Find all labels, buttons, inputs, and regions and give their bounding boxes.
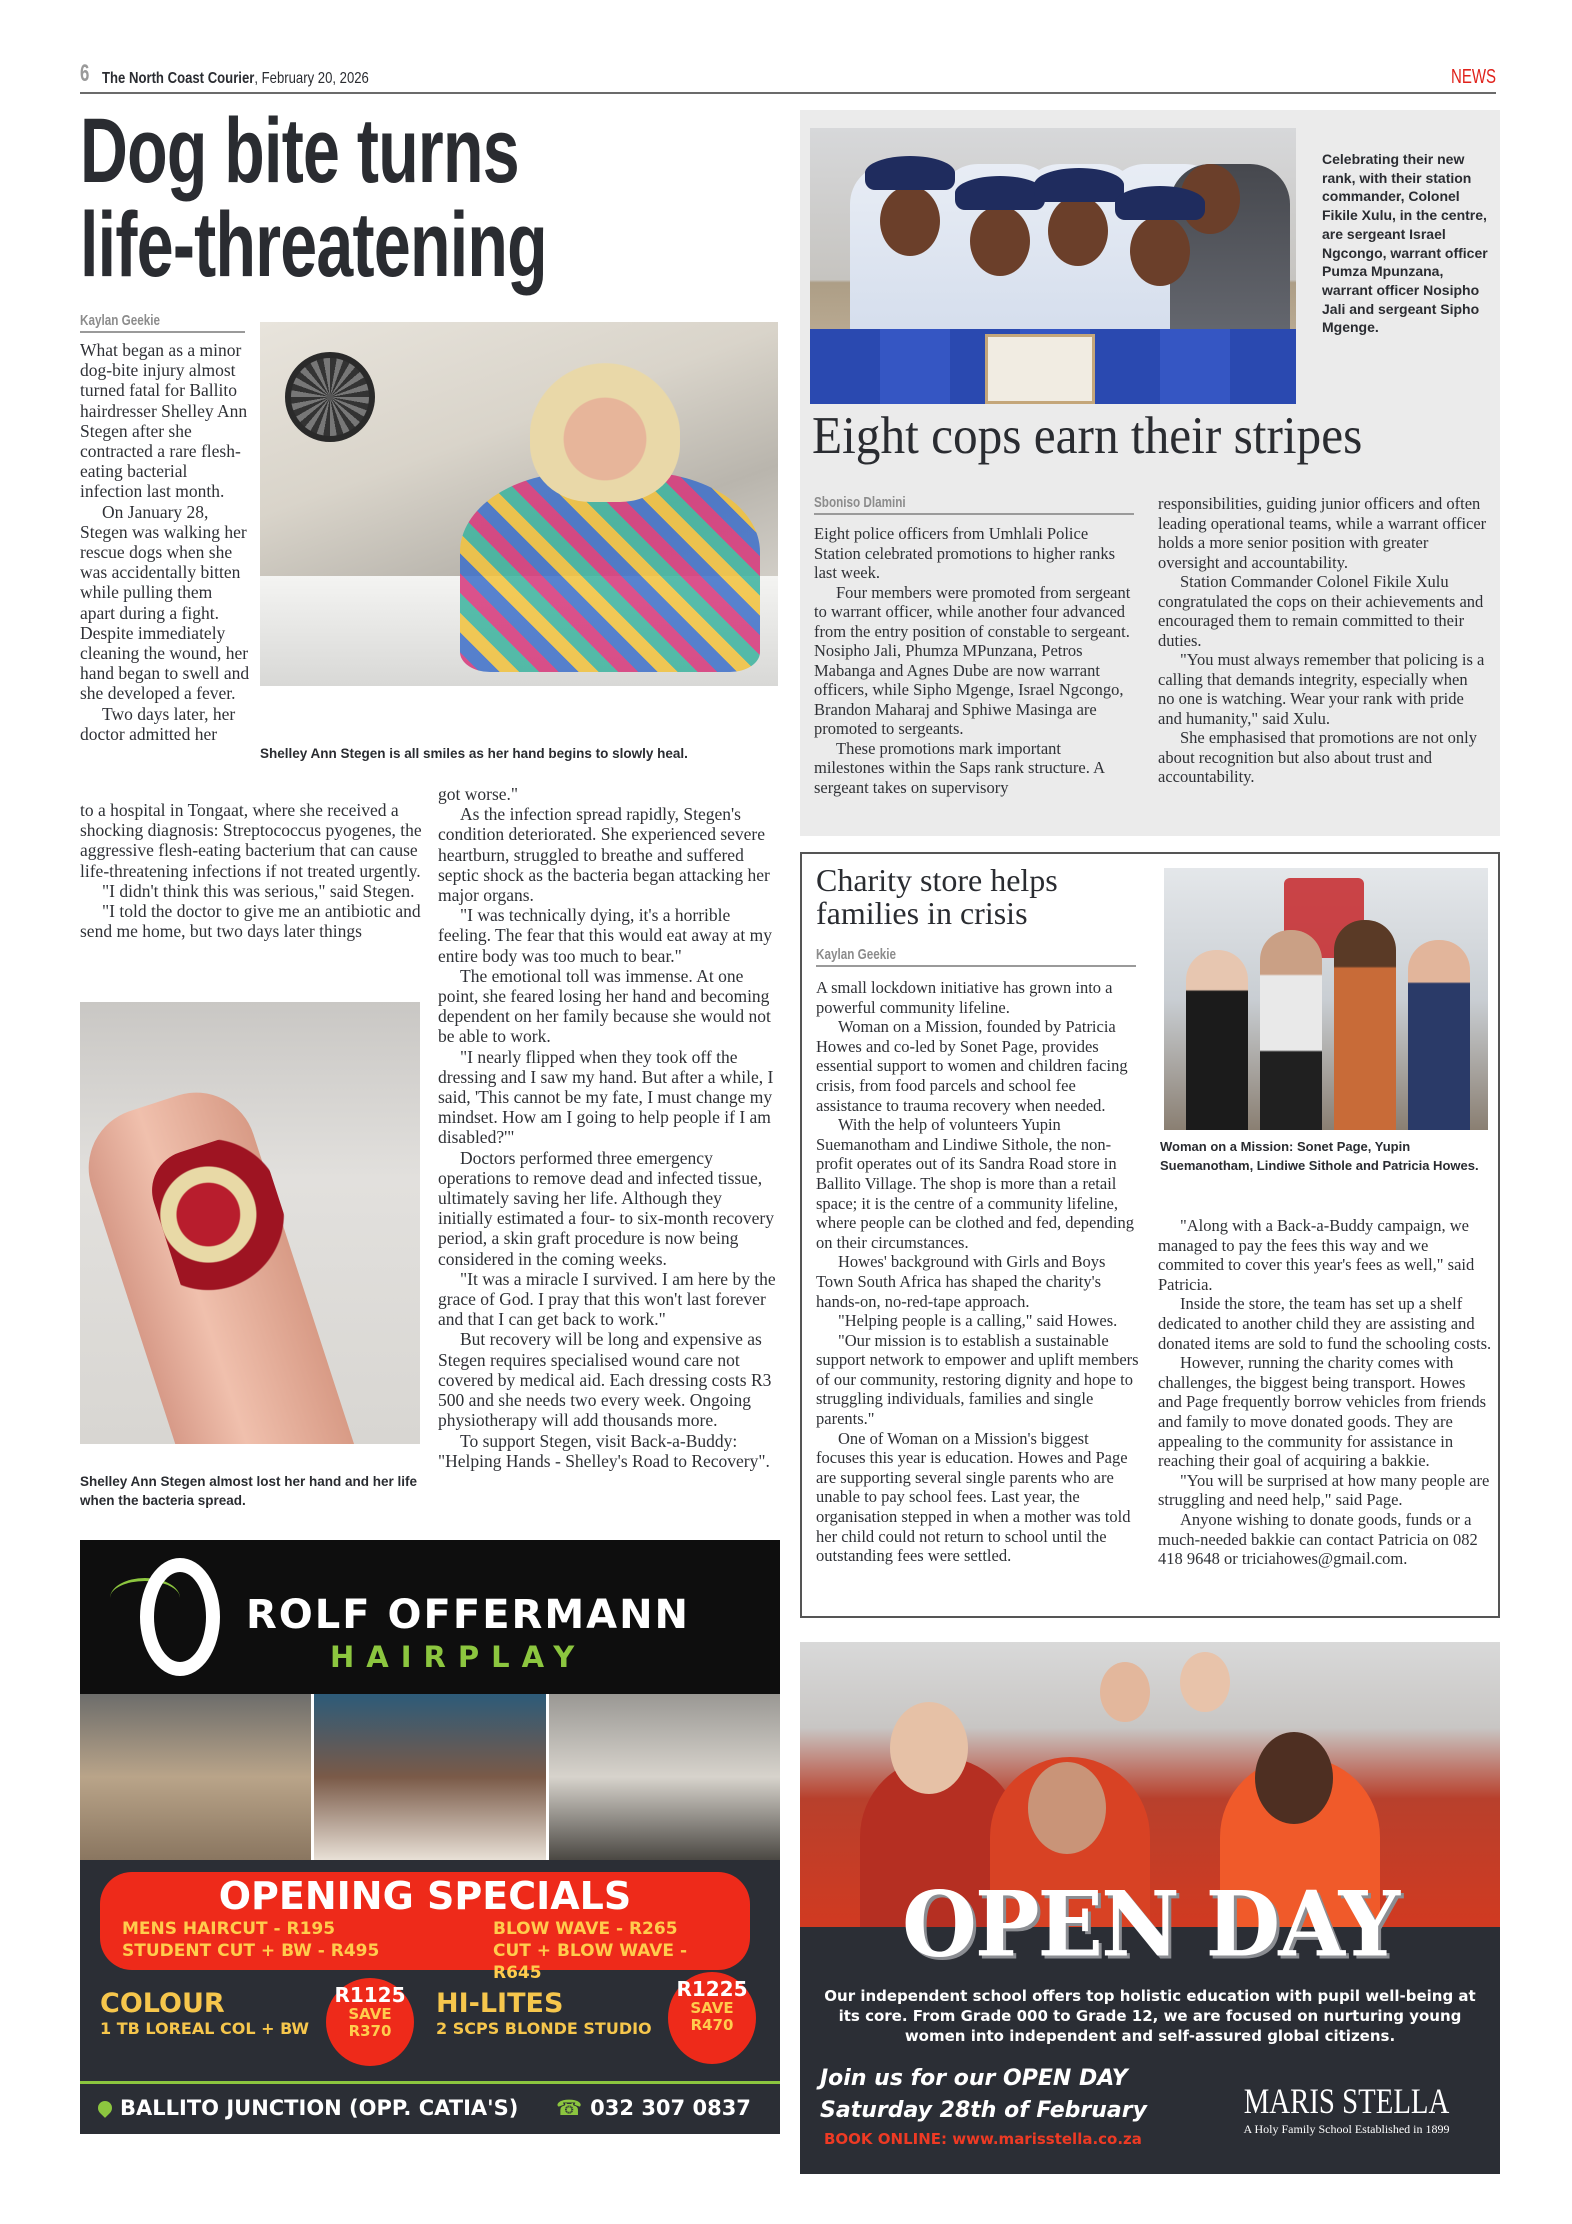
fan-shape bbox=[285, 352, 375, 442]
paragraph: To support Stegen, visit Back-a-Buddy: "Helping Hands - Shelley's Road to Recovery". bbox=[438, 1430, 770, 1471]
charity-article bbox=[800, 852, 1500, 1618]
paragraph: However, running the charity comes with challenges, the biggest being transport. Howes and Page frequently borrow vehicles from friends and family to move donated goods. They are appealing to the community for assistance in reaching their goal of acquiring a bakkie. bbox=[1158, 1353, 1487, 1471]
cops-article bbox=[800, 110, 1500, 836]
section-label: NEWS bbox=[1451, 66, 1496, 88]
paragraph: A small lockdown initiative has grown into a powerful community lifeline. bbox=[816, 978, 1113, 1017]
rolf-offermann-ad[interactable] bbox=[80, 1540, 780, 2134]
phone-icon: ☎ bbox=[556, 2096, 583, 2120]
paragraph: With the help of volunteers Yupin Suemanotham and Lindiwe Sithole, the non-profit operates out of its Sandra Road store in Ballito Village. The shop is more than a retail space; it is the centre of a community lifeline, where people can be clothed and fed, depending on their circumstances. bbox=[816, 1115, 1134, 1252]
dog-bite-article bbox=[80, 100, 780, 1524]
headline-line-1: Dog bite turns bbox=[80, 100, 519, 202]
logo-o-icon bbox=[140, 1558, 220, 1676]
headline-line-1: Charity store helps bbox=[816, 862, 1058, 898]
maris-stella-ad[interactable] bbox=[800, 1642, 1500, 2174]
masthead bbox=[80, 60, 1496, 94]
paragraph: The emotional toll was immense. At one point, she feared losing her hand and becoming dependent on her family because she would not be able to work. bbox=[438, 965, 771, 1047]
paragraph: "It was a miracle I survived. I am here by the grace of God. I pray that this won't last forever and that I can get back to work." bbox=[438, 1268, 776, 1330]
paragraph: One of Woman on a Mission's biggest focuses this year is education. Howes and Page are supporting several single parents who are unable to pay school fees. Last year, the organisation stepped in when a mother was told her child could not return to school until the outstanding fees were settled. bbox=[816, 1428, 1131, 1566]
price-badge: R1225 SAVE R470 bbox=[668, 1972, 756, 2064]
paragraph: "I didn't think this was serious," said Stegen. bbox=[102, 880, 415, 901]
ad-footer bbox=[80, 2084, 780, 2134]
paragraph: Anyone wishing to donate goods, funds or a much-needed bakkie can contact Patricia on 082 418 9648 or triciahowes@gmail.com. bbox=[1158, 1509, 1478, 1569]
special-item: BLOW WAVE - R265 bbox=[493, 1919, 678, 1939]
special-item: CUT + BLOW WAVE - R645 bbox=[493, 1941, 687, 1983]
article-body-col1 bbox=[814, 524, 1134, 797]
hospital-photo bbox=[260, 322, 778, 686]
byline: Kaylan Geekie bbox=[80, 312, 245, 333]
salon-photo-1 bbox=[80, 1694, 311, 1860]
special-item: STUDENT CUT + BW - R495 bbox=[122, 1941, 380, 1961]
police-photo bbox=[810, 128, 1296, 404]
price-badge: R1125 SAVE R370 bbox=[326, 1978, 414, 2066]
charity-photo bbox=[1164, 868, 1488, 1130]
byline: Kaylan Geekie bbox=[816, 946, 1136, 967]
paragraph: These promotions mark important milestones within the Saps rank structure. A sergeant takes on supervisory bbox=[814, 738, 1105, 797]
page-number: 6 bbox=[80, 60, 90, 87]
article-body-col1-wide bbox=[80, 800, 425, 941]
event-details: Join us for our OPEN DAY Saturday 28th of February bbox=[820, 2066, 1147, 2123]
paragraph: Doctors performed three emergency operations to remove dead and infected tissue, ultimately saving her life. Although they initially estimated a four- to six-month recovery period, a skin graft procedure is now being considered in the coming weeks. bbox=[438, 1147, 774, 1269]
paragraph: "I nearly flipped when they took off the dressing and I saw my hand. But after a while, I said, 'This cannot be my fate, I must change my mindset. How am I going to help people if I am disabled?'" bbox=[438, 1046, 774, 1148]
paragraph: "Helping people is a calling," said Howes. bbox=[838, 1311, 1118, 1331]
photo-caption: Celebrating their new rank, with their station commander, Colonel Fikile Xulu, in the centre, are sergeant Israel Ngcongo, warrant officer Pumza Mpunzana, warrant officer Nosipho Jali and sergeant Sipho Mgenge. bbox=[1322, 151, 1488, 336]
headline-line-2: life-threatening bbox=[80, 194, 547, 296]
headline-line-2: families in crisis bbox=[816, 895, 1028, 931]
salon-photo-3 bbox=[549, 1694, 780, 1860]
paragraph: "I was technically dying, it's a horrible feeling. The fear that this would eat away at my entire body was too much to bear." bbox=[438, 905, 773, 966]
article-body-col2 bbox=[1158, 1216, 1492, 1569]
paragraph: As the infection spread rapidly, Stegen's condition deteriorated. She experienced severe heartburn, struggled to breathe and suffered septic shock as the bacteria began attacking her major organs. bbox=[438, 804, 770, 906]
publication-line bbox=[102, 70, 369, 88]
article-body-col1-narrow bbox=[80, 340, 250, 744]
book-online-link[interactable]: BOOK ONLINE: www.marisstella.co.za bbox=[824, 2130, 1142, 2148]
ad-description: Our independent school offers top holistic education with pupil well-being at its core. From Grade 000 to Grade 12, we are focused on nurturing young women into independent and self-assured global citizens. bbox=[824, 1987, 1476, 2045]
article-headline bbox=[80, 100, 547, 296]
byline: Sboniso Dlamini bbox=[814, 494, 1134, 515]
photo-caption: Woman on a Mission: Sonet Page, Yupin Suemanotham, Lindiwe Sithole and Patricia Howes. bbox=[1160, 1139, 1479, 1173]
paragraph: "You will be surprised at how many people are struggling and need help," said Page. bbox=[1158, 1470, 1490, 1510]
promo-colour: COLOUR 1 TB LOREAL COL + BW bbox=[100, 1988, 310, 2038]
specials-list bbox=[100, 1918, 750, 1984]
paragraph: What began as a minor dog-bite injury almost turned fatal for Ballito hairdresser Shelley Ann Stegen after she contracted a rare flesh-eating bacterial infection last month. bbox=[80, 340, 248, 502]
specials-title: OPENING SPECIALS bbox=[218, 1874, 632, 1918]
opening-specials-banner bbox=[100, 1872, 750, 1983]
ad-header bbox=[80, 1540, 780, 1694]
sub-brand: HAIRPLAY bbox=[330, 1640, 587, 1674]
ad-headline: OPEN DAY bbox=[901, 1871, 1399, 1978]
paragraph: Howes' background with Girls and Boys Town South Africa has shaped the charity's hands-on, no-red-tape approach. bbox=[816, 1252, 1106, 1311]
paragraph: She emphasised that promotions are not only about recognition but also about trust and accountability. bbox=[1158, 728, 1477, 786]
location: BALLITO JUNCTION (OPP. CATIA'S) bbox=[98, 2096, 518, 2120]
paragraph: Inside the store, the team has set up a shelf dedicated to another child they are assisting and donated items are sold to fund the schooling costs. bbox=[1158, 1294, 1492, 1353]
paragraph: "Along with a Back-a-Buddy campaign, we managed to pay the fees this way and we commited to cover this year's fees as well," said Patricia. bbox=[1158, 1216, 1475, 1294]
photo-caption: Shelley Ann Stegen almost lost her hand and her life when the bacteria spread. bbox=[80, 1474, 418, 1508]
paragraph: responsibilities, guiding junior officers and often leading operational teams, while a warrant officer holds a more senior position with greater oversight and accountability. bbox=[1158, 494, 1487, 572]
article-body-col1 bbox=[816, 978, 1142, 1566]
publication-name: The North Coast Courier bbox=[102, 70, 255, 87]
paragraph: Four members were promoted from sergeant to warrant officer, while another four advanced from the entry position of constable to sergeant. Nosipho Jali, Phumza MPunzana, Petros Mabanga and Agnes Dube are now warrant officers, while Sipho Mgenge, Israel Ngcongo, Brandon Maharaj and Sphiwe Masinga are promoted to sergeants. bbox=[814, 582, 1131, 738]
location-pin-icon bbox=[95, 2098, 115, 2118]
paragraph: Station Commander Colonel Fikile Xulu congratulated the cops on their achievements and encouraged them to remain committed to their duties. bbox=[1158, 572, 1484, 650]
photo-caption: Shelley Ann Stegen is all smiles as her hand begins to slowly heal. bbox=[260, 746, 688, 761]
promo-hilites: HI-LITES 2 SCPS BLONDE STUDIO bbox=[436, 1988, 652, 2038]
salon-photo-2 bbox=[314, 1694, 545, 1860]
paragraph: Eight police officers from Umhlali Police Station celebrated promotions to higher ranks last week. bbox=[814, 524, 1116, 582]
brand-name: ROLF OFFERMANN bbox=[246, 1592, 691, 1638]
paragraph: Two days later, her doctor admitted her bbox=[80, 703, 236, 744]
article-body-col2 bbox=[1158, 494, 1488, 787]
school-logo: MARIS STELLA A Holy Family School Established in 1899 bbox=[1243, 2081, 1450, 2136]
paragraph: On January 28, Stegen was walking her rescue dogs when she was accidentally bitten while pulling them apart during a fight. Despite immediately cleaning the wound, her hand began to swell and she developed a fever. bbox=[80, 501, 250, 704]
publication-date: , February 20, 2026 bbox=[254, 70, 369, 87]
salon-photos bbox=[80, 1694, 780, 1860]
article-headline: Eight cops earn their stripes bbox=[812, 407, 1363, 465]
paragraph: "Our mission is to establish a sustainable support network to empower and uplift members of our community, restoring dignity and hope to struggling individuals, families and single parents." bbox=[816, 1330, 1139, 1429]
paragraph: Woman on a Mission, founded by Patricia Howes and co-led by Sonet Page, provides essential support to women and children facing crisis, from food parcels and school fee assistance to trauma recovery when needed. bbox=[816, 1017, 1128, 1115]
special-item: MENS HAIRCUT - R195 bbox=[122, 1919, 336, 1939]
article-headline bbox=[816, 864, 1058, 930]
article-body-col2 bbox=[438, 784, 780, 1471]
wound-photo bbox=[80, 1002, 420, 1444]
paragraph: got worse." bbox=[438, 784, 519, 804]
paragraph: "I told the doctor to give me an antibiotic and send me home, but two days later things bbox=[80, 901, 421, 942]
paragraph: to a hospital in Tongaat, where she received a shocking diagnosis: Streptococcus pyogenes, the aggressive flesh-eating bacterium that can cause life-threatening infections if not treated urgently. bbox=[80, 800, 422, 881]
paragraph: But recovery will be long and expensive as Stegen requires specialised wound care not covered by medical aid. Each dressing costs R3 500 and she needs two every week. Ongoing physiotherapy will add thousands more. bbox=[438, 1329, 772, 1431]
phone[interactable]: ☎ 032 307 0837 bbox=[556, 2096, 751, 2120]
paragraph: "You must always remember that policing is a calling that demands integrity, especially when no one is watching. Wear your rank with pride and humanity," said Xulu. bbox=[1158, 650, 1485, 728]
